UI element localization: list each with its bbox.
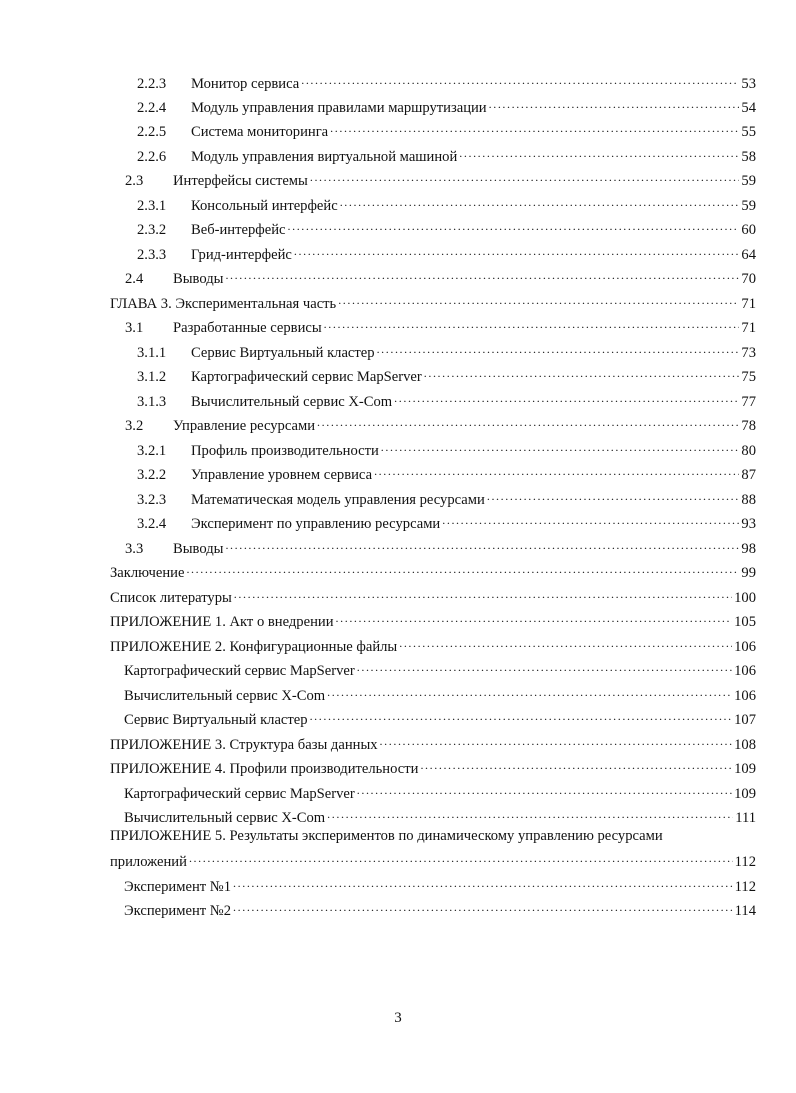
toc-entry-title-line1: ПРИЛОЖЕНИЕ 5. Результаты экспериментов по динамическому управлению ресурсами (110, 828, 663, 844)
toc-entry-page: 112 (734, 854, 756, 870)
toc-entry (124, 871, 756, 895)
dot-leader (310, 704, 733, 724)
dot-leader (340, 190, 740, 210)
dot-leader (374, 459, 739, 479)
dot-leader (357, 778, 732, 798)
toc-entry-page: 109 (734, 761, 756, 777)
toc-entry-number: 3.1 (125, 320, 144, 336)
toc-entry-title: Система мониторинга (191, 124, 329, 140)
toc-entry (124, 778, 756, 802)
dot-leader (317, 410, 739, 430)
toc-entry-page: 107 (734, 712, 756, 728)
toc-entry-title: Управление уровнем сервиса (191, 467, 373, 483)
toc-entry-number: 2.2.3 (137, 76, 167, 92)
toc-entry-title: Модуль управления виртуальной машиной (191, 149, 458, 165)
dot-leader (420, 753, 732, 773)
dot-leader (377, 337, 740, 357)
toc-entry-title: Веб-интерфейс (191, 222, 286, 238)
toc-entry-number: 2.3.1 (137, 198, 167, 214)
toc-entry-page: 88 (741, 492, 756, 508)
dot-leader (394, 386, 739, 406)
toc-entry-page: 87 (741, 467, 756, 483)
dot-leader (424, 361, 740, 381)
toc-entry-number: 3.2.4 (137, 516, 167, 532)
toc-entry-number: 2.3 (125, 173, 144, 189)
toc-entry (124, 802, 756, 826)
dot-leader (233, 871, 733, 891)
toc-entry-page: 106 (734, 639, 756, 655)
toc-entry-page: 111 (735, 810, 756, 826)
toc-entry (125, 312, 756, 336)
dot-leader (288, 214, 740, 234)
toc-entry-title-line2: приложений (110, 854, 187, 870)
toc-entry (110, 606, 756, 630)
toc-entry-number: 3.1.1 (137, 345, 167, 361)
toc-entry-page: 71 (741, 320, 756, 336)
toc-entry-title: Монитор сервиса (191, 76, 300, 92)
toc-entry (137, 92, 756, 116)
toc-entry (137, 386, 756, 410)
toc-entry-number: 2.3.2 (137, 222, 167, 238)
toc-entry (137, 337, 756, 361)
toc-entry-title: Вычислительный сервис X-Com (191, 394, 393, 410)
toc-entry-title: Управление ресурсами (173, 418, 316, 434)
dot-leader (301, 68, 739, 88)
toc-entry-title: Сервис Виртуальный кластер (124, 712, 308, 728)
dot-leader (327, 802, 733, 822)
toc-entry (124, 655, 756, 679)
toc-entry-title: ПРИЛОЖЕНИЕ 3. Структура базы данных (110, 737, 378, 753)
toc-entry-title: ПРИЛОЖЕНИЕ 2. Конфигурационные файлы (110, 639, 398, 655)
dot-leader (330, 116, 739, 136)
toc-entry (110, 288, 756, 312)
dot-leader (225, 533, 739, 553)
dot-leader (357, 655, 732, 675)
toc-entry-page: 71 (741, 296, 756, 312)
toc-entry-title: Картографический сервис MapServer (191, 369, 422, 385)
page-number: 3 (394, 1010, 402, 1026)
toc-entry-title: Разработанные сервисы (173, 320, 322, 336)
toc-entry-page: 109 (734, 786, 756, 802)
toc-entry-number: 3.1.3 (137, 394, 167, 410)
toc-entry-page: 114 (734, 903, 756, 919)
toc-entry (124, 895, 756, 919)
toc-entry (110, 753, 756, 777)
toc-entry-title: Эксперимент №1 (124, 879, 232, 895)
toc-entry-title: Заключение (110, 565, 185, 581)
toc-entry-title: Картографический сервис MapServer (124, 786, 355, 802)
toc-entry (137, 239, 756, 263)
toc-entry (125, 410, 756, 434)
dot-leader (338, 288, 739, 308)
toc-entry-page: 106 (734, 663, 756, 679)
toc-entry-page: 58 (741, 149, 756, 165)
toc-entry-title: Эксперимент по управлению ресурсами (191, 516, 441, 532)
dot-leader (487, 484, 740, 504)
toc-entry-page: 59 (741, 198, 756, 214)
toc-entry-title: ПРИЛОЖЕНИЕ 4. Профили производительности (110, 761, 419, 777)
toc-entry-page: 55 (741, 124, 756, 140)
toc-entry-page: 108 (734, 737, 756, 753)
toc-entry-number: 3.2.2 (137, 467, 167, 483)
dot-leader (459, 141, 739, 161)
toc-entry-page: 100 (734, 590, 756, 606)
toc-entry (110, 631, 756, 655)
toc-entry (137, 68, 756, 92)
toc-entry (137, 116, 756, 140)
toc-entry (137, 141, 756, 165)
toc-entry-number: 2.4 (125, 271, 144, 287)
toc-entry-page: 98 (741, 541, 756, 557)
toc-entry (137, 484, 756, 508)
toc-entry-title: Вычислительный сервис X-Com (124, 810, 326, 826)
toc-entry-page: 106 (734, 688, 756, 704)
toc-entry-title: Список литературы (110, 590, 232, 606)
toc-entry-page: 54 (741, 100, 756, 116)
toc-entry-number: 2.2.5 (137, 124, 167, 140)
toc-entry-number: 3.2.3 (137, 492, 167, 508)
toc-entry-number: 2.3.3 (137, 247, 167, 263)
toc-entry-title: Картографический сервис MapServer (124, 663, 355, 679)
toc-entry (137, 190, 756, 214)
toc-entry (110, 557, 756, 581)
dot-leader (324, 312, 740, 332)
toc-entry-page: 60 (741, 222, 756, 238)
dot-leader (442, 508, 739, 528)
toc-entry (137, 435, 756, 459)
dot-leader (489, 92, 740, 112)
toc-entry-page: 53 (741, 76, 756, 92)
toc-entry-title: Модуль управления правилами маршрутизации (191, 100, 487, 116)
toc-entry-number: 3.3 (125, 541, 144, 557)
toc-entry-title: ПРИЛОЖЕНИЕ 1. Акт о внедрении (110, 614, 334, 630)
toc-entry (125, 165, 756, 189)
dot-leader (336, 606, 733, 626)
toc-entry-page: 105 (734, 614, 756, 630)
toc-entry-page: 59 (741, 173, 756, 189)
dot-leader (233, 895, 733, 915)
toc-entry-page: 73 (741, 345, 756, 361)
toc-entry-title: Консольный интерфейс (191, 198, 338, 214)
dot-leader (380, 729, 733, 749)
dot-leader (186, 557, 739, 577)
toc-entry (125, 263, 756, 287)
dot-leader (225, 263, 739, 283)
dot-leader (310, 165, 740, 185)
toc-entry-number: 2.2.4 (137, 100, 167, 116)
toc-entry-title: Грид-интерфейс (191, 247, 292, 263)
dot-leader (189, 846, 733, 866)
toc-entry-page: 112 (734, 879, 756, 895)
toc-entry-multiline (110, 826, 756, 870)
toc-entry (137, 459, 756, 483)
toc-entry (110, 582, 756, 606)
toc-entry-page: 77 (741, 394, 756, 410)
dot-leader (381, 435, 740, 455)
toc-entry-title: ГЛАВА 3. Экспериментальная часть (110, 296, 337, 312)
dot-leader (234, 582, 732, 602)
toc-entry (137, 214, 756, 238)
toc-entry-page: 80 (741, 443, 756, 459)
toc-entry-page: 78 (741, 418, 756, 434)
toc-entry-page: 64 (741, 247, 756, 263)
toc-entry-page: 93 (741, 516, 756, 532)
toc-entry-title: Интерфейсы системы (173, 173, 308, 189)
toc-entry-title: Выводы (173, 541, 224, 557)
toc-entry (124, 704, 756, 728)
toc-entry (110, 729, 756, 753)
toc-entry-title: Эксперимент №2 (124, 903, 232, 919)
toc-entry-page: 99 (741, 565, 756, 581)
dot-leader (327, 680, 732, 700)
toc-entry-number: 3.2.1 (137, 443, 167, 459)
toc-entry-number: 3.1.2 (137, 369, 167, 385)
dot-leader (294, 239, 740, 259)
toc-entry (124, 680, 756, 704)
toc-entry-title: Математическая модель управления ресурсами (191, 492, 485, 508)
toc-entry-title: Сервис Виртуальный кластер (191, 345, 375, 361)
toc-entry-title: Вычислительный сервис X-Com (124, 688, 326, 704)
toc-entry (137, 508, 756, 532)
toc-entry-number: 2.2.6 (137, 149, 167, 165)
toc-entry (125, 533, 756, 557)
toc-entry-page: 75 (741, 369, 756, 385)
toc-entry-number: 3.2 (125, 418, 144, 434)
toc-entry-title: Выводы (173, 271, 224, 287)
toc-entry-title: Профиль производительности (191, 443, 379, 459)
toc-entry (137, 361, 756, 385)
toc-entry-page: 70 (741, 271, 756, 287)
dot-leader (399, 631, 732, 651)
